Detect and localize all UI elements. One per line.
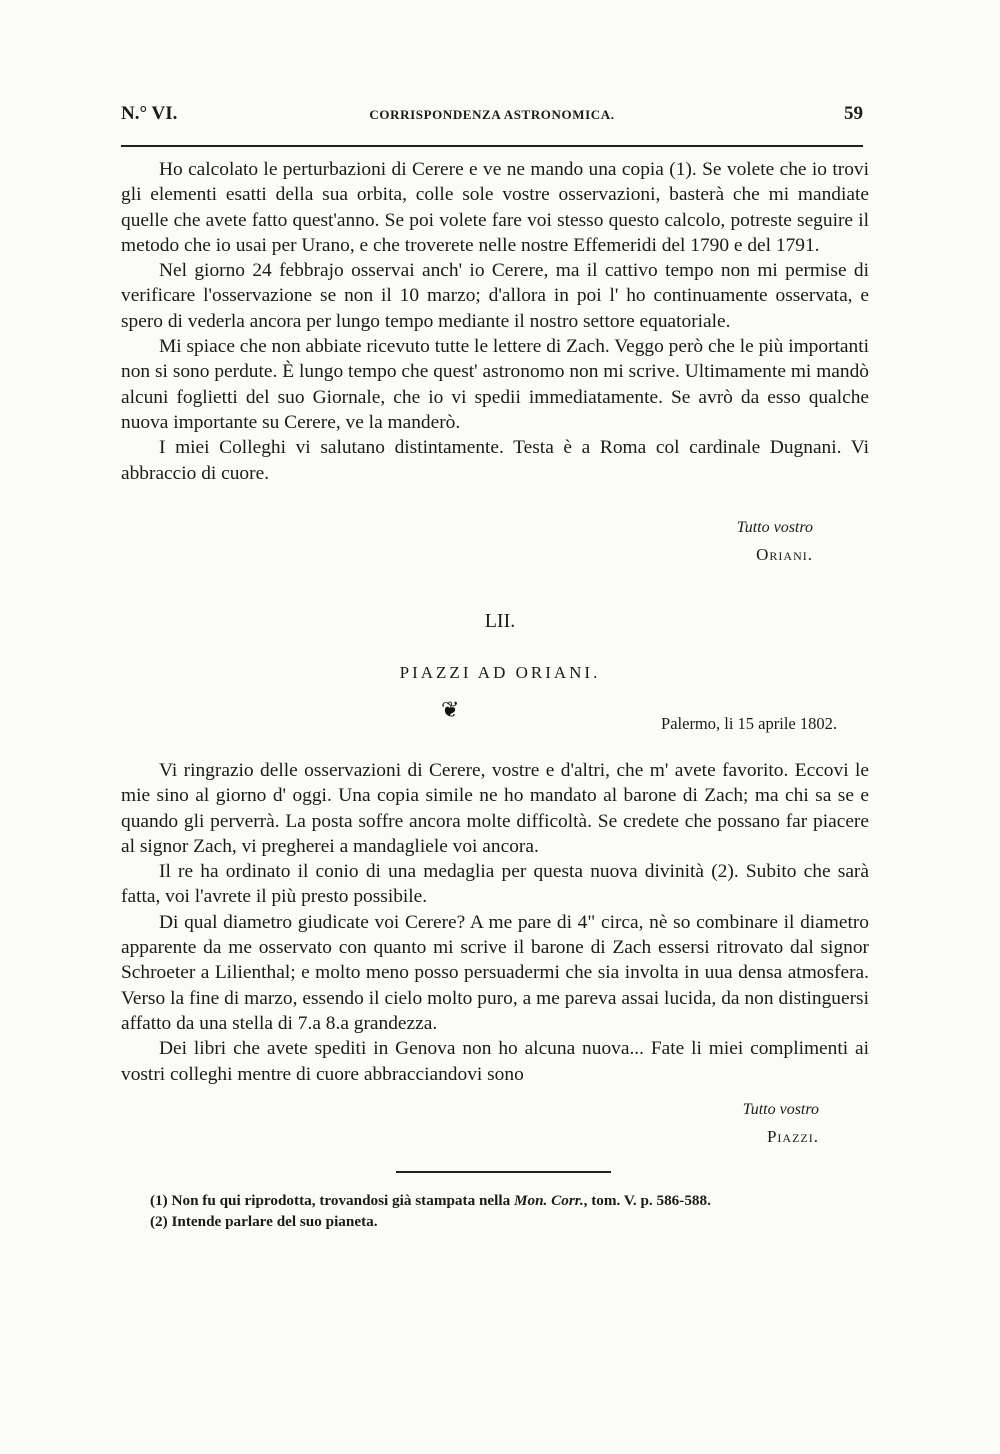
- footnote-1-text: (1) Non fu qui riprodotta, trovandosi già stampata nella: [150, 1192, 514, 1209]
- dateline: Palermo, li 15 aprile 1802.: [661, 714, 837, 733]
- first-letter-body: [121, 157, 869, 486]
- footnote-rule: [396, 1171, 611, 1173]
- closing-formula: Tutto vostro: [742, 1101, 819, 1118]
- page-number: 59: [844, 103, 863, 124]
- first-letter-signature: [513, 515, 813, 569]
- footnote-2: (2) Intende parlare del suo pianeta.: [150, 1213, 378, 1230]
- second-letter-signature: [519, 1097, 819, 1151]
- journal-title: Mon. Corr.: [513, 1192, 584, 1209]
- signatory-name: Oriani.: [756, 545, 813, 564]
- paragraph: Il re ha ordinato il conio di una medaglia per questa nuova divinità (2). Subito che sarà fatta, voi l'avrete il più presto possibile.: [121, 861, 869, 908]
- paragraph: Dei libri che avete spediti in Genova non ho alcuna nuova... Fate li miei complimenti ai vostri colleghi mentre di cuore abbracciandovi sono: [121, 1038, 869, 1085]
- letter-title: PIAZZI AD ORIANI.: [399, 663, 601, 682]
- letter-number: LII.: [484, 610, 516, 632]
- paragraph: Di qual diametro giudicate voi Cerere? A me pare di 4" circa, nè so combinare il diametro apparente da me osservato con quanto mi scrive il barone di Zach essersi ritrovato dal signor Schroeter a Lilienthal; e molto meno posso persuadermi che sia involta in uua densa atmosfera. Verso la fine di marzo, essendo il cielo molto puro, a me pareva assai lucida, da non distinguersi affatto da una stella di 7.a 8.a grandezza.: [121, 911, 869, 1034]
- closing-formula: Tutto vostro: [736, 519, 813, 536]
- running-title: CORRISPONDENZA ASTRONOMICA.: [369, 107, 615, 122]
- second-letter-body: [121, 758, 869, 1087]
- footnote-1-ref: , tom. V. p. 586-588.: [583, 1192, 711, 1209]
- running-header: [121, 103, 863, 133]
- header-rule: [121, 145, 863, 147]
- paragraph: Vi ringrazio delle osservazioni di Cerere, vostre e d'altri, che m' avete favorito. Eccovi le mie sino al giorno d' oggi. Una copia simile ne ho mandato al barone di Zach; ma chi sa se e quando gli perverrà. La posta soffre ancora molte difficoltà. Se credete che possano far piacere al signor Zach, vi pregherei a mandagliele voi ancora.: [121, 760, 869, 857]
- signatory-name: Piazzi.: [766, 1127, 819, 1146]
- fleuron-icon: ❦: [441, 697, 460, 722]
- paragraph: I miei Colleghi vi salutano distintamente. Testa è a Roma col cardinale Dugnani. Vi abbraccio di cuore.: [121, 437, 869, 484]
- footnotes: [150, 1190, 870, 1232]
- section-number: N.° VI.: [121, 103, 178, 124]
- paragraph: Nel giorno 24 febbrajo osservai anch' io Cerere, ma il cattivo tempo non mi permise di verificare l'osservazione se non il 10 marzo; d'allora in poi l' ho continuamente osservata, e spero di vederla ancora per lungo tempo mediante il nostro settore equatoriale.: [121, 260, 869, 332]
- footnote-1: [150, 1190, 870, 1211]
- paragraph: Mi spiace che non abbiate ricevuto tutte le lettere di Zach. Veggo però che le più importanti non si sono perdute. È lungo tempo che quest' astronomo non mi scrive. Ultimamente mi mandò alcuni foglietti del suo Giornale, che io vi spedii immediatamente. Se avrò da esso qualche nuova importante su Cerere, ve la manderò.: [121, 336, 869, 433]
- paragraph: Ho calcolato le perturbazioni di Cerere e ve ne mando una copia (1). Se volete che io trovi gli elementi esatti della sua orbita, colle sole vostre osservazioni, basterà che mi mandiate quelle che avete fatto quest'anno. Se poi volete fare voi stesso questo calcolo, potreste seguire il metodo che io usai per Urano, e che troverete nelle nostre Effemeridi del 1790 e del 1791.: [121, 159, 869, 256]
